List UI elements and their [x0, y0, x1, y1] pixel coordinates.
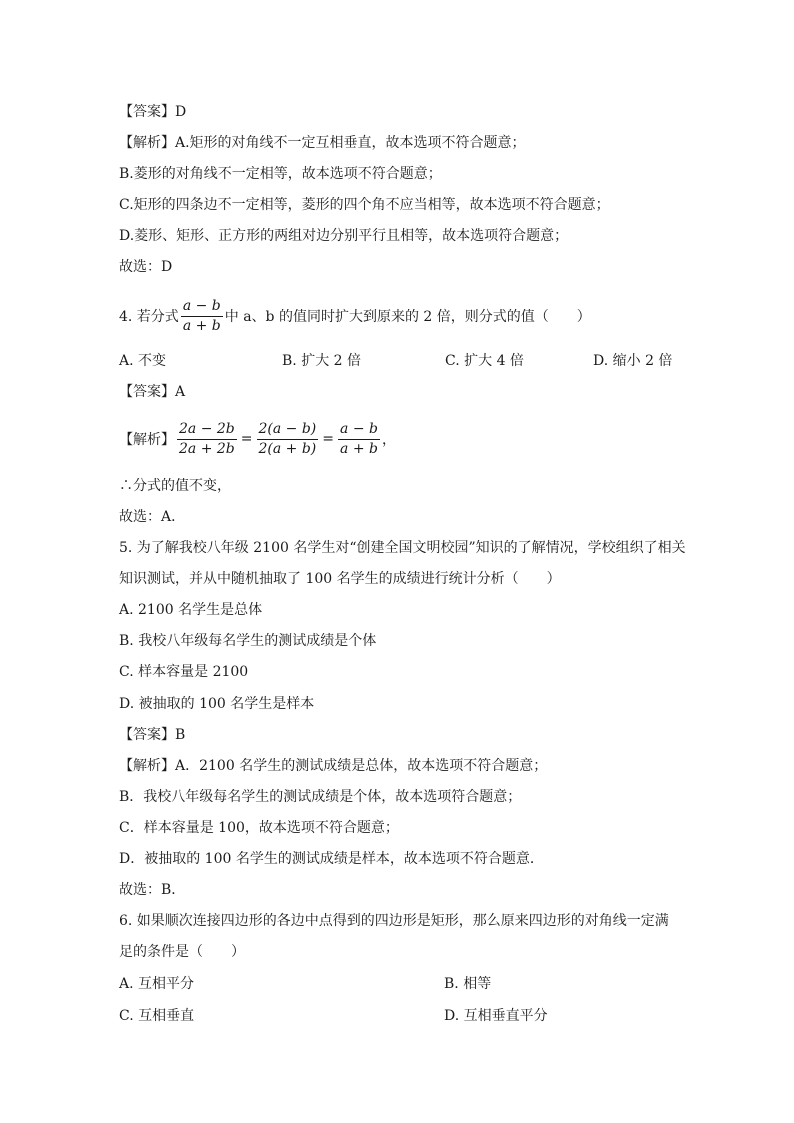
q4-eq-fraction-1 — [177, 421, 237, 458]
q4-eq-fraction-3-denominator: a + b — [340, 440, 378, 457]
q4-choose: 故选：A． — [119, 509, 186, 525]
q4-fraction-denominator: a + b — [182, 317, 221, 334]
q5-analysis-line-2: B．我校八年级每名学生的测试成绩是个体，故本选项符合题意； — [119, 789, 522, 805]
q3-analysis-line-1: 【解析】A.矩形的对角线不一定互相垂直，故本选项不符合题意； — [119, 135, 526, 151]
q3-analysis-line-3: C.矩形的四条边不一定相等，菱形的四个角不应当相等，故本选项不符合题意； — [119, 197, 610, 213]
q4-eq-comma: ， — [381, 432, 396, 448]
q4-stem-suffix: 中 a、b 的值同时扩大到原来的 2 倍，则分式的值（ ） — [224, 309, 591, 325]
q4-stem-prefix: 4. 若分式 — [119, 309, 179, 325]
q4-option-a: A. 不变 — [119, 353, 167, 369]
q4-eq-fraction-3 — [338, 421, 380, 458]
q4-eq-fraction-1-denominator: 2a + 2b — [179, 440, 235, 457]
q3-choose: 故选：D — [119, 259, 173, 275]
q3-answer: 【答案】D — [119, 104, 187, 120]
q5-option-c: C. 样本容量是 2100 — [119, 664, 249, 680]
q6-stem-line-2: 足的条件是（ ） — [119, 944, 245, 960]
q5-answer: 【答案】B — [119, 727, 186, 743]
q4-eq-sign-1: = — [240, 431, 253, 447]
q6-stem-line-1: 6. 如果顺次连接四边形的各边中点得到的四边形是矩形，那么原来四边形的对角线一定满 — [119, 913, 669, 929]
q5-analysis-line-3: C．样本容量是 100，故本选项不符合题意； — [119, 820, 399, 836]
q5-option-b: B. 我校八年级每名学生的测试成绩是个体 — [119, 633, 377, 649]
q4-eq-fraction-3-numerator: a − b — [338, 421, 380, 440]
q3-analysis-line-2: B.菱形的对角线不一定相等，故本选项不符合题意； — [119, 166, 442, 182]
q4-analysis-equation — [119, 417, 396, 461]
q5-choose: 故选：B． — [119, 882, 186, 898]
q5-analysis-line-4: D．被抽取的 100 名学生的测试成绩是样本，故本选项不符合题意． — [119, 851, 544, 867]
q4-stem — [119, 296, 591, 336]
q5-stem-line-1: 5. 为了解我校八年级 2100 名学生对“创建全国文明校园”知识的了解情况，学校组织了相关 — [119, 540, 686, 556]
q4-option-b: B. 扩大 2 倍 — [282, 353, 361, 369]
q5-analysis-line-1: 【解析】A．2100 名学生的测试成绩是总体，故本选项不符合题意； — [119, 758, 548, 774]
q4-eq-fraction-2-numerator: 2(a − b) — [257, 421, 319, 440]
q6-option-b: B. 相等 — [444, 976, 492, 992]
q4-eq-fraction-2-denominator: 2(a + b) — [258, 440, 317, 457]
q4-eq-sign-2: = — [322, 431, 335, 447]
q4-fraction-numerator: a − b — [181, 298, 223, 317]
q6-option-a: A. 互相平分 — [119, 976, 195, 992]
q5-stem-line-2: 知识测试，并从中随机抽取了 100 名学生的成绩进行统计分析（ ） — [119, 571, 561, 587]
q4-answer: 【答案】A — [119, 384, 186, 400]
q6-option-d: D. 互相垂直平分 — [444, 1008, 548, 1024]
q4-therefore: ∴分式的值不变， — [119, 478, 231, 494]
q6-option-c: C. 互相垂直 — [119, 1008, 195, 1024]
q4-eq-fraction-2 — [257, 421, 319, 458]
q5-option-d: D. 被抽取的 100 名学生是样本 — [119, 696, 315, 712]
q4-fraction — [181, 298, 223, 335]
q3-analysis-line-4: D.菱形、矩形、正方形的两组对边分别平行且相等，故本选项符合题意； — [119, 228, 569, 244]
q5-option-a: A. 2100 名学生是总体 — [119, 602, 263, 618]
q4-option-c: C. 扩大 4 倍 — [445, 353, 524, 369]
q4-option-d: D. 缩小 2 倍 — [593, 353, 673, 369]
q4-eq-fraction-1-numerator: 2a − 2b — [177, 421, 237, 440]
q4-analysis-label: 【解析】 — [119, 432, 175, 448]
